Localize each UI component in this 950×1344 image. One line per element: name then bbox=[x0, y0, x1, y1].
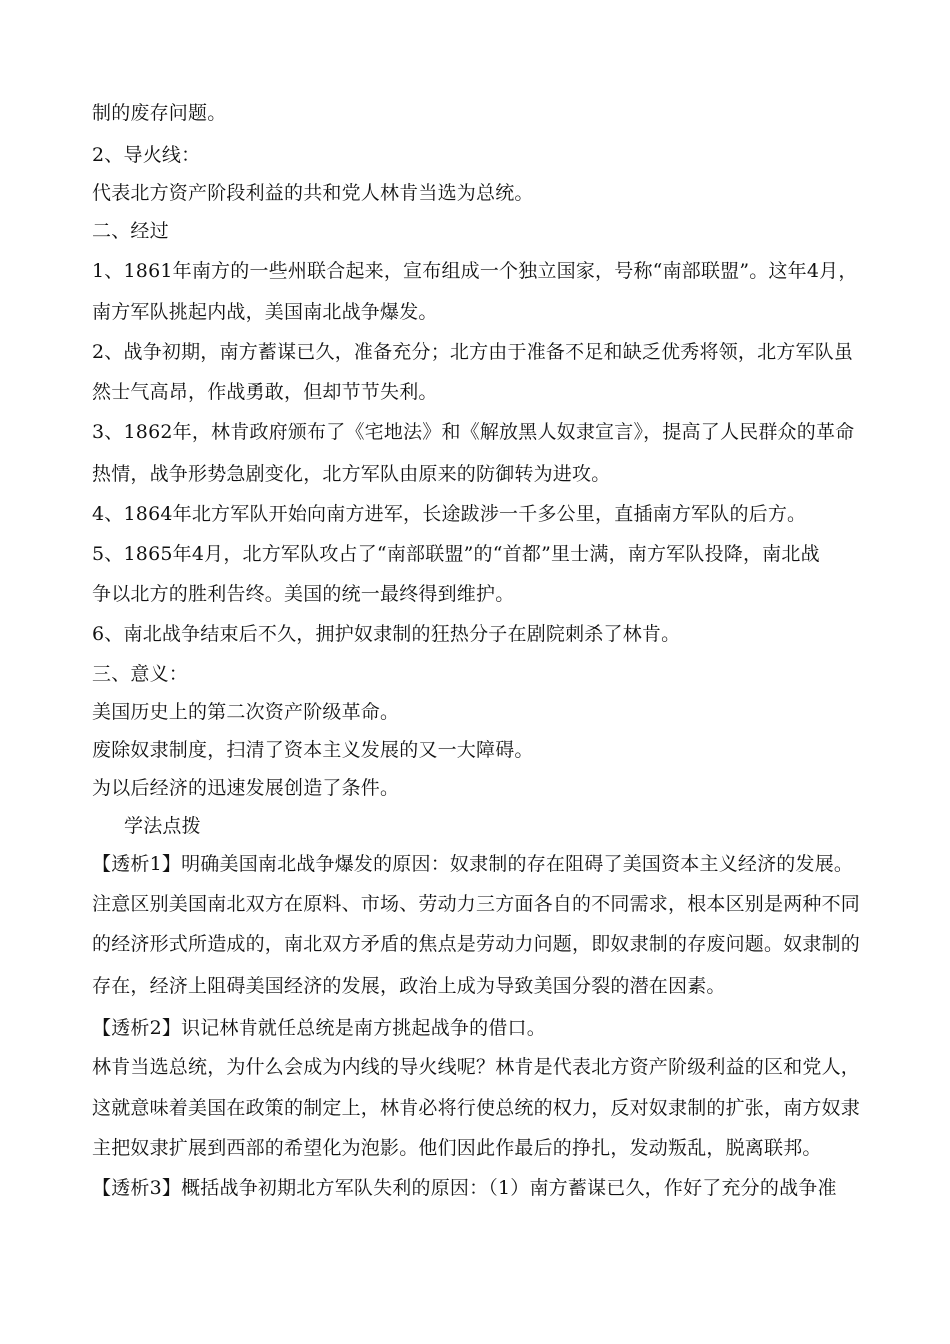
paragraph-line: 【透析1】明确美国南北战争爆发的原因：奴隶制的存在阻碍了美国资本主义经济的发展。 bbox=[92, 853, 854, 875]
section-heading: 2、导火线： bbox=[92, 144, 201, 166]
paragraph-line: 为以后经济的迅速发展创造了条件。 bbox=[92, 777, 400, 799]
paragraph-line: 林肯当选总统，为什么会成为内线的导火线呢？林肯是代表北方资产阶级利益的区和党人， bbox=[92, 1056, 861, 1078]
section-heading: 二、经过 bbox=[92, 220, 169, 242]
paragraph-line: 4、1864年北方军队开始向南方进军，长途跋涉一千多公里，直插南方军队的后方。 bbox=[92, 503, 807, 525]
paragraph-line: 美国历史上的第二次资产阶级革命。 bbox=[92, 701, 400, 723]
paragraph-line: 废除奴隶制度，扫清了资本主义发展的又一大障碍。 bbox=[92, 739, 534, 761]
paragraph-line: 主把奴隶扩展到西部的希望化为泡影。他们因此作最后的挣扎，发动叛乱，脱离联邦。 bbox=[92, 1137, 822, 1159]
subsection-heading: 学法点拨 bbox=[124, 815, 201, 837]
paragraph-line: 争以北方的胜利告终。美国的统一最终得到维护。 bbox=[92, 583, 515, 605]
paragraph-line: 【透析2】识记林肯就任总统是南方挑起战争的借口。 bbox=[92, 1017, 546, 1039]
paragraph-line: 存在，经济上阻碍美国经济的发展，政治上成为导致美国分裂的潜在因素。 bbox=[92, 975, 726, 997]
paragraph-line: 2、战争初期，南方蓄谋已久，准备充分；北方由于准备不足和缺乏优秀将领，北方军队虽 bbox=[92, 341, 854, 363]
paragraph-line: 然士气高昂，作战勇敢，但却节节失利。 bbox=[92, 381, 438, 403]
paragraph-line: 【透析3】概括战争初期北方军队失利的原因：（1）南方蓄谋已久，作好了充分的战争准 bbox=[92, 1177, 837, 1199]
paragraph-line: 1、1861年南方的一些州联合起来，宣布组成一个独立国家，号称“南部联盟”。这年4月， bbox=[92, 260, 858, 282]
paragraph-line: 6、南北战争结束后不久，拥护奴隶制的狂热分子在剧院刺杀了林肯。 bbox=[92, 623, 681, 645]
paragraph-line: 5、1865年4月，北方军队攻占了“南部联盟”的“首都”里士满，南方军队投降，南北战 bbox=[92, 543, 820, 565]
paragraph-line: 热情，战争形势急剧变化，北方军队由原来的防御转为进攻。 bbox=[92, 463, 611, 485]
paragraph-line: 代表北方资产阶段利益的共和党人林肯当选为总统。 bbox=[92, 182, 534, 204]
paragraph-line: 南方军队挑起内战，美国南北战争爆发。 bbox=[92, 301, 438, 323]
section-heading: 三、意义： bbox=[92, 663, 189, 685]
paragraph-line: 的经济形式所造成的，南北双方矛盾的焦点是劳动力问题，即奴隶制的存废问题。奴隶制的 bbox=[92, 933, 861, 955]
paragraph-line: 这就意味着美国在政策的制定上，林肯必将行使总统的权力，反对奴隶制的扩张，南方奴隶 bbox=[92, 1097, 861, 1119]
paragraph-line: 注意区别美国南北双方在原料、市场、劳动力三方面各自的不同需求，根本区别是两种不同 bbox=[92, 893, 861, 915]
paragraph-line: 3、1862年，林肯政府颁布了《宅地法》和《解放黑人奴隶宣言》，提高了人民群众的革命 bbox=[92, 421, 855, 443]
paragraph-line: 制的废存问题。 bbox=[92, 102, 227, 124]
